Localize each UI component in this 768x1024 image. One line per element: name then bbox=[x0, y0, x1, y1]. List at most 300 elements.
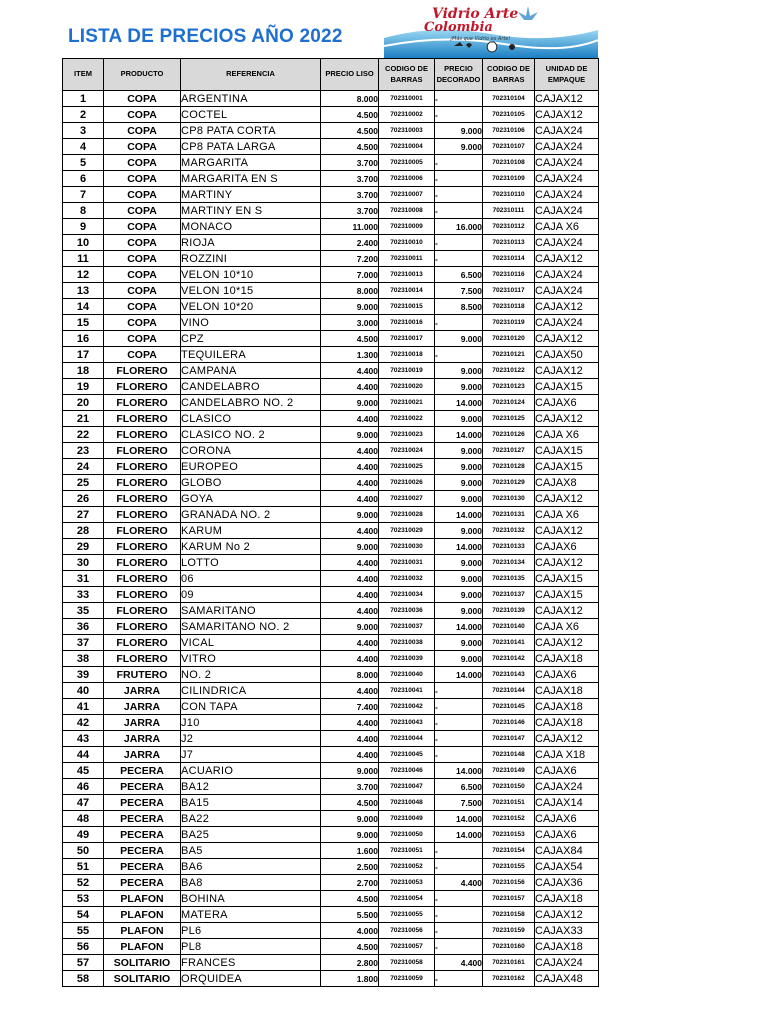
cell-codigo-barras-liso: 702310058 bbox=[379, 955, 435, 971]
cell-precio-liso: 4.000 bbox=[321, 923, 379, 939]
cell-producto: FLORERO bbox=[104, 363, 181, 379]
cell-item: 37 bbox=[63, 635, 104, 651]
cell-producto: PLAFON bbox=[104, 907, 181, 923]
cell-referencia: ARGENTINA bbox=[181, 91, 321, 107]
cell-item: 45 bbox=[63, 763, 104, 779]
cell-codigo-barras-decorado: 702310140 bbox=[483, 619, 535, 635]
cell-producto: FRUTERO bbox=[104, 667, 181, 683]
price-table bbox=[62, 58, 599, 987]
cell-producto: FLORERO bbox=[104, 635, 181, 651]
cell-item: 33 bbox=[63, 587, 104, 603]
cell-referencia: LOTTO bbox=[181, 555, 321, 571]
cell-precio-liso: 9.000 bbox=[321, 539, 379, 555]
cell-codigo-barras-decorado: 702310131 bbox=[483, 507, 535, 523]
cell-precio-liso: 2.700 bbox=[321, 875, 379, 891]
table-row bbox=[63, 219, 599, 235]
cell-referencia: BA6 bbox=[181, 859, 321, 875]
company-logo bbox=[384, 0, 598, 58]
cell-codigo-barras-liso: 702310049 bbox=[379, 811, 435, 827]
cell-precio-liso: 9.000 bbox=[321, 427, 379, 443]
cell-referencia: BA5 bbox=[181, 843, 321, 859]
cell-precio-decorado: 14.000 bbox=[435, 395, 483, 411]
cell-referencia: EUROPEO bbox=[181, 459, 321, 475]
cell-referencia: 06 bbox=[181, 571, 321, 587]
cell-codigo-barras-decorado: 702310137 bbox=[483, 587, 535, 603]
table-row bbox=[63, 171, 599, 187]
cell-referencia: VELON 10*20 bbox=[181, 299, 321, 315]
cell-unidad-empaque: CAJAX12 bbox=[535, 907, 599, 923]
header-codigo-barras-decorado: CODIGO DE BARRAS bbox=[483, 59, 535, 91]
table-row bbox=[63, 747, 599, 763]
cell-producto: COPA bbox=[104, 107, 181, 123]
cell-referencia: BA12 bbox=[181, 779, 321, 795]
cell-codigo-barras-decorado: 702310111 bbox=[483, 203, 535, 219]
cell-precio-liso: 5.500 bbox=[321, 907, 379, 923]
cell-unidad-empaque: CAJAX6 bbox=[535, 763, 599, 779]
table-row bbox=[63, 331, 599, 347]
cell-producto: COPA bbox=[104, 187, 181, 203]
cell-codigo-barras-liso: 702310055 bbox=[379, 907, 435, 923]
cell-item: 36 bbox=[63, 619, 104, 635]
table-row bbox=[63, 203, 599, 219]
cell-precio-liso: 4.400 bbox=[321, 731, 379, 747]
cell-precio-liso: 4.400 bbox=[321, 555, 379, 571]
table-row bbox=[63, 555, 599, 571]
table-row bbox=[63, 971, 599, 987]
cell-precio-liso: 3.700 bbox=[321, 155, 379, 171]
cell-codigo-barras-decorado: 702310130 bbox=[483, 491, 535, 507]
cell-precio-liso: 9.000 bbox=[321, 299, 379, 315]
table-row bbox=[63, 539, 599, 555]
cell-codigo-barras-liso: 702310017 bbox=[379, 331, 435, 347]
cell-precio-liso: 3.700 bbox=[321, 187, 379, 203]
cell-codigo-barras-decorado: 702310150 bbox=[483, 779, 535, 795]
cell-producto: FLORERO bbox=[104, 427, 181, 443]
cell-unidad-empaque: CAJAX6 bbox=[535, 539, 599, 555]
cell-referencia: KARUM No 2 bbox=[181, 539, 321, 555]
cell-codigo-barras-decorado: 702310157 bbox=[483, 891, 535, 907]
cell-referencia: MARGARITA EN S bbox=[181, 171, 321, 187]
cell-precio-decorado: 16.000 bbox=[435, 219, 483, 235]
cell-precio-decorado: 7.500 bbox=[435, 283, 483, 299]
cell-referencia: 09 bbox=[181, 587, 321, 603]
cell-item: 19 bbox=[63, 379, 104, 395]
cell-codigo-barras-liso: 702310057 bbox=[379, 939, 435, 955]
cell-precio-decorado: - bbox=[435, 347, 483, 363]
cell-precio-decorado: - bbox=[435, 171, 483, 187]
cell-referencia: J7 bbox=[181, 747, 321, 763]
cell-item: 48 bbox=[63, 811, 104, 827]
table-row bbox=[63, 443, 599, 459]
cell-producto: COPA bbox=[104, 91, 181, 107]
cell-referencia: CP8 PATA CORTA bbox=[181, 123, 321, 139]
cell-codigo-barras-liso: 702310026 bbox=[379, 475, 435, 491]
cell-referencia: VINO bbox=[181, 315, 321, 331]
cell-precio-decorado: 9.000 bbox=[435, 139, 483, 155]
cell-unidad-empaque: CAJAX15 bbox=[535, 571, 599, 587]
cell-referencia: BOHINA bbox=[181, 891, 321, 907]
cell-item: 17 bbox=[63, 347, 104, 363]
cell-codigo-barras-liso: 702310047 bbox=[379, 779, 435, 795]
cell-codigo-barras-liso: 702310051 bbox=[379, 843, 435, 859]
cell-referencia: KARUM bbox=[181, 523, 321, 539]
page-title: LISTA DE PRECIOS AÑO 2022 bbox=[68, 26, 343, 47]
cell-unidad-empaque: CAJAX12 bbox=[535, 299, 599, 315]
cell-producto: JARRA bbox=[104, 699, 181, 715]
cell-item: 2 bbox=[63, 107, 104, 123]
cell-precio-liso: 9.000 bbox=[321, 507, 379, 523]
cell-referencia: GOYA bbox=[181, 491, 321, 507]
cell-precio-liso: 4.400 bbox=[321, 571, 379, 587]
cell-unidad-empaque: CAJAX24 bbox=[535, 171, 599, 187]
cell-unidad-empaque: CAJAX12 bbox=[535, 731, 599, 747]
cell-codigo-barras-liso: 702310004 bbox=[379, 139, 435, 155]
cell-codigo-barras-decorado: 702310116 bbox=[483, 267, 535, 283]
cell-precio-decorado: 9.000 bbox=[435, 123, 483, 139]
cell-producto: FLORERO bbox=[104, 619, 181, 635]
cell-referencia: BA8 bbox=[181, 875, 321, 891]
cell-codigo-barras-liso: 702310027 bbox=[379, 491, 435, 507]
cell-codigo-barras-decorado: 702310158 bbox=[483, 907, 535, 923]
cell-codigo-barras-liso: 702310054 bbox=[379, 891, 435, 907]
table-row bbox=[63, 763, 599, 779]
cell-referencia: VELON 10*15 bbox=[181, 283, 321, 299]
cell-codigo-barras-decorado: 702310125 bbox=[483, 411, 535, 427]
table-row bbox=[63, 795, 599, 811]
cell-precio-decorado: 9.000 bbox=[435, 555, 483, 571]
cell-referencia: VELON 10*10 bbox=[181, 267, 321, 283]
cell-codigo-barras-liso: 702310038 bbox=[379, 635, 435, 651]
cell-unidad-empaque: CAJAX84 bbox=[535, 843, 599, 859]
cell-codigo-barras-decorado: 702310108 bbox=[483, 155, 535, 171]
cell-precio-decorado: 4.400 bbox=[435, 955, 483, 971]
cell-item: 57 bbox=[63, 955, 104, 971]
cell-codigo-barras-decorado: 702310114 bbox=[483, 251, 535, 267]
cell-codigo-barras-liso: 702310021 bbox=[379, 395, 435, 411]
cell-precio-liso: 3.700 bbox=[321, 171, 379, 187]
cell-item: 4 bbox=[63, 139, 104, 155]
cell-unidad-empaque: CAJAX18 bbox=[535, 939, 599, 955]
cell-referencia: BA25 bbox=[181, 827, 321, 843]
cell-codigo-barras-liso: 702310014 bbox=[379, 283, 435, 299]
cell-producto: PLAFON bbox=[104, 891, 181, 907]
cell-codigo-barras-liso: 702310009 bbox=[379, 219, 435, 235]
cell-unidad-empaque: CAJAX15 bbox=[535, 587, 599, 603]
table-row bbox=[63, 347, 599, 363]
cell-precio-decorado: 14.000 bbox=[435, 811, 483, 827]
cell-precio-liso: 8.000 bbox=[321, 667, 379, 683]
cell-referencia: CPZ bbox=[181, 331, 321, 347]
cell-producto: FLORERO bbox=[104, 475, 181, 491]
cell-referencia: CON TAPA bbox=[181, 699, 321, 715]
cell-referencia: ORQUIDEA bbox=[181, 971, 321, 987]
cell-producto: FLORERO bbox=[104, 555, 181, 571]
cell-referencia: CAMPANA bbox=[181, 363, 321, 379]
cell-unidad-empaque: CAJAX24 bbox=[535, 123, 599, 139]
header-precio-decorado: PRECIO DECORADO bbox=[435, 59, 483, 91]
logo-line2: Colombia bbox=[424, 20, 493, 35]
header-producto: PRODUCTO bbox=[104, 59, 181, 91]
table-row bbox=[63, 123, 599, 139]
cell-producto: FLORERO bbox=[104, 603, 181, 619]
cell-referencia: PL6 bbox=[181, 923, 321, 939]
cell-codigo-barras-liso: 702310037 bbox=[379, 619, 435, 635]
cell-precio-liso: 4.500 bbox=[321, 139, 379, 155]
cell-referencia: VITRO bbox=[181, 651, 321, 667]
cell-precio-liso: 4.400 bbox=[321, 459, 379, 475]
cell-codigo-barras-liso: 702310039 bbox=[379, 651, 435, 667]
cell-item: 56 bbox=[63, 939, 104, 955]
cell-precio-decorado: 6.500 bbox=[435, 779, 483, 795]
cell-item: 25 bbox=[63, 475, 104, 491]
table-row bbox=[63, 587, 599, 603]
cell-unidad-empaque: CAJAX15 bbox=[535, 459, 599, 475]
cell-precio-decorado: 9.000 bbox=[435, 523, 483, 539]
cell-unidad-empaque: CAJAX15 bbox=[535, 443, 599, 459]
cell-precio-liso: 1.800 bbox=[321, 971, 379, 987]
cell-codigo-barras-decorado: 702310151 bbox=[483, 795, 535, 811]
cell-precio-decorado: - bbox=[435, 187, 483, 203]
cell-item: 41 bbox=[63, 699, 104, 715]
cell-precio-decorado: - bbox=[435, 235, 483, 251]
cell-producto: SOLITARIO bbox=[104, 971, 181, 987]
table-row bbox=[63, 459, 599, 475]
cell-producto: FLORERO bbox=[104, 491, 181, 507]
cell-unidad-empaque: CAJA X6 bbox=[535, 507, 599, 523]
cell-item: 12 bbox=[63, 267, 104, 283]
cell-precio-liso: 9.000 bbox=[321, 763, 379, 779]
cell-codigo-barras-liso: 702310042 bbox=[379, 699, 435, 715]
cell-precio-decorado: 14.000 bbox=[435, 507, 483, 523]
cell-producto: FLORERO bbox=[104, 507, 181, 523]
cell-codigo-barras-decorado: 702310134 bbox=[483, 555, 535, 571]
cell-referencia: MATERA bbox=[181, 907, 321, 923]
cell-unidad-empaque: CAJAX24 bbox=[535, 187, 599, 203]
cell-codigo-barras-decorado: 702310153 bbox=[483, 827, 535, 843]
cell-item: 27 bbox=[63, 507, 104, 523]
cell-producto: JARRA bbox=[104, 715, 181, 731]
cell-producto: FLORERO bbox=[104, 587, 181, 603]
cell-item: 55 bbox=[63, 923, 104, 939]
cell-referencia: CORONA bbox=[181, 443, 321, 459]
cell-codigo-barras-decorado: 702310155 bbox=[483, 859, 535, 875]
cell-referencia: TEQUILERA bbox=[181, 347, 321, 363]
cell-item: 26 bbox=[63, 491, 104, 507]
cell-producto: PECERA bbox=[104, 795, 181, 811]
cell-item: 11 bbox=[63, 251, 104, 267]
cell-precio-liso: 8.000 bbox=[321, 283, 379, 299]
cell-codigo-barras-decorado: 702310122 bbox=[483, 363, 535, 379]
cell-codigo-barras-decorado: 702310124 bbox=[483, 395, 535, 411]
table-row bbox=[63, 267, 599, 283]
cell-precio-liso: 4.500 bbox=[321, 123, 379, 139]
cell-unidad-empaque: CAJAX15 bbox=[535, 379, 599, 395]
cell-codigo-barras-decorado: 702310135 bbox=[483, 571, 535, 587]
cell-precio-liso: 4.500 bbox=[321, 891, 379, 907]
cell-precio-decorado: 8.500 bbox=[435, 299, 483, 315]
table-row bbox=[63, 571, 599, 587]
cell-precio-decorado: - bbox=[435, 315, 483, 331]
cell-item: 7 bbox=[63, 187, 104, 203]
table-row bbox=[63, 923, 599, 939]
cell-item: 30 bbox=[63, 555, 104, 571]
header-unidad-empaque: UNIDAD DE EMPAQUE bbox=[535, 59, 599, 91]
cell-precio-liso: 4.400 bbox=[321, 411, 379, 427]
cell-precio-decorado: 9.000 bbox=[435, 411, 483, 427]
cell-unidad-empaque: CAJAX12 bbox=[535, 363, 599, 379]
cell-item: 6 bbox=[63, 171, 104, 187]
cell-referencia: J10 bbox=[181, 715, 321, 731]
cell-unidad-empaque: CAJAX14 bbox=[535, 795, 599, 811]
cell-unidad-empaque: CAJAX12 bbox=[535, 635, 599, 651]
cell-codigo-barras-decorado: 702310144 bbox=[483, 683, 535, 699]
table-row bbox=[63, 715, 599, 731]
cell-unidad-empaque: CAJA X6 bbox=[535, 427, 599, 443]
cell-precio-liso: 4.400 bbox=[321, 603, 379, 619]
logo-slogan: ¡Más que Vidrio es Arte! bbox=[450, 36, 511, 42]
cell-producto: PECERA bbox=[104, 859, 181, 875]
cell-precio-decorado: 7.500 bbox=[435, 795, 483, 811]
cell-codigo-barras-liso: 702310008 bbox=[379, 203, 435, 219]
cell-precio-decorado: 9.000 bbox=[435, 491, 483, 507]
cell-producto: JARRA bbox=[104, 747, 181, 763]
cell-precio-liso: 1.600 bbox=[321, 843, 379, 859]
cell-unidad-empaque: CAJAX12 bbox=[535, 91, 599, 107]
cell-precio-decorado: 9.000 bbox=[435, 459, 483, 475]
table-row bbox=[63, 635, 599, 651]
cell-item: 3 bbox=[63, 123, 104, 139]
cell-precio-liso: 7.200 bbox=[321, 251, 379, 267]
cell-codigo-barras-liso: 702310006 bbox=[379, 171, 435, 187]
cell-precio-liso: 4.500 bbox=[321, 939, 379, 955]
cell-precio-liso: 4.400 bbox=[321, 635, 379, 651]
cell-unidad-empaque: CAJAX18 bbox=[535, 699, 599, 715]
cell-precio-liso: 4.400 bbox=[321, 443, 379, 459]
cell-precio-decorado: 14.000 bbox=[435, 763, 483, 779]
cell-codigo-barras-liso: 702310041 bbox=[379, 683, 435, 699]
cell-codigo-barras-decorado: 702310162 bbox=[483, 971, 535, 987]
cell-producto: COPA bbox=[104, 283, 181, 299]
cell-referencia: CLASICO NO. 2 bbox=[181, 427, 321, 443]
cell-item: 49 bbox=[63, 827, 104, 843]
cell-codigo-barras-liso: 702310001 bbox=[379, 91, 435, 107]
cell-unidad-empaque: CAJAX6 bbox=[535, 811, 599, 827]
cell-precio-decorado: - bbox=[435, 683, 483, 699]
table-row bbox=[63, 363, 599, 379]
cell-unidad-empaque: CAJA X18 bbox=[535, 747, 599, 763]
cell-precio-decorado: - bbox=[435, 715, 483, 731]
table-row bbox=[63, 91, 599, 107]
cell-precio-liso: 4.400 bbox=[321, 491, 379, 507]
cell-producto: FLORERO bbox=[104, 459, 181, 475]
cell-codigo-barras-liso: 702310032 bbox=[379, 571, 435, 587]
cell-codigo-barras-decorado: 702310126 bbox=[483, 427, 535, 443]
table-row bbox=[63, 395, 599, 411]
cell-codigo-barras-decorado: 702310118 bbox=[483, 299, 535, 315]
cell-precio-decorado: 9.000 bbox=[435, 475, 483, 491]
cell-item: 10 bbox=[63, 235, 104, 251]
cell-item: 23 bbox=[63, 443, 104, 459]
cell-precio-decorado: - bbox=[435, 747, 483, 763]
cell-codigo-barras-liso: 702310011 bbox=[379, 251, 435, 267]
cell-producto: COPA bbox=[104, 267, 181, 283]
cell-precio-decorado: 9.000 bbox=[435, 635, 483, 651]
cell-codigo-barras-liso: 702310056 bbox=[379, 923, 435, 939]
cell-codigo-barras-liso: 702310045 bbox=[379, 747, 435, 763]
cell-item: 51 bbox=[63, 859, 104, 875]
cell-codigo-barras-decorado: 702310149 bbox=[483, 763, 535, 779]
cell-codigo-barras-decorado: 702310146 bbox=[483, 715, 535, 731]
cell-precio-liso: 7.400 bbox=[321, 699, 379, 715]
cell-codigo-barras-liso: 702310059 bbox=[379, 971, 435, 987]
cell-codigo-barras-liso: 702310015 bbox=[379, 299, 435, 315]
table-row bbox=[63, 939, 599, 955]
cell-precio-decorado: 14.000 bbox=[435, 619, 483, 635]
cell-unidad-empaque: CAJA X6 bbox=[535, 219, 599, 235]
cell-precio-liso: 3.700 bbox=[321, 203, 379, 219]
cell-precio-decorado: 9.000 bbox=[435, 651, 483, 667]
cell-codigo-barras-liso: 702310053 bbox=[379, 875, 435, 891]
cell-codigo-barras-liso: 702310018 bbox=[379, 347, 435, 363]
table-row bbox=[63, 667, 599, 683]
cell-codigo-barras-liso: 702310013 bbox=[379, 267, 435, 283]
cell-codigo-barras-decorado: 702310142 bbox=[483, 651, 535, 667]
cell-precio-liso: 4.500 bbox=[321, 331, 379, 347]
cell-codigo-barras-decorado: 702310160 bbox=[483, 939, 535, 955]
cell-unidad-empaque: CAJAX8 bbox=[535, 475, 599, 491]
table-row bbox=[63, 859, 599, 875]
cell-referencia: CP8 PATA LARGA bbox=[181, 139, 321, 155]
cell-precio-decorado: 4.400 bbox=[435, 875, 483, 891]
cell-precio-decorado: 6.500 bbox=[435, 267, 483, 283]
cell-producto: FLORERO bbox=[104, 571, 181, 587]
cell-producto: PLAFON bbox=[104, 923, 181, 939]
cell-precio-decorado: 9.000 bbox=[435, 379, 483, 395]
cell-item: 24 bbox=[63, 459, 104, 475]
cell-precio-liso: 4.400 bbox=[321, 747, 379, 763]
cell-item: 50 bbox=[63, 843, 104, 859]
cell-item: 5 bbox=[63, 155, 104, 171]
cell-codigo-barras-decorado: 702310127 bbox=[483, 443, 535, 459]
table-row bbox=[63, 827, 599, 843]
cell-unidad-empaque: CAJAX24 bbox=[535, 955, 599, 971]
cell-codigo-barras-liso: 702310024 bbox=[379, 443, 435, 459]
cell-item: 40 bbox=[63, 683, 104, 699]
cell-precio-liso: 4.400 bbox=[321, 651, 379, 667]
cell-codigo-barras-decorado: 702310119 bbox=[483, 315, 535, 331]
cell-referencia: CLASICO bbox=[181, 411, 321, 427]
cell-producto: COPA bbox=[104, 347, 181, 363]
table-row bbox=[63, 523, 599, 539]
cell-codigo-barras-decorado: 702310156 bbox=[483, 875, 535, 891]
table-row bbox=[63, 411, 599, 427]
cell-unidad-empaque: CAJAX24 bbox=[535, 235, 599, 251]
cell-precio-liso: 3.000 bbox=[321, 315, 379, 331]
cell-item: 42 bbox=[63, 715, 104, 731]
cell-precio-decorado: - bbox=[435, 107, 483, 123]
cell-codigo-barras-liso: 702310020 bbox=[379, 379, 435, 395]
cell-item: 53 bbox=[63, 891, 104, 907]
cell-unidad-empaque: CAJAX48 bbox=[535, 971, 599, 987]
cell-referencia: GLOBO bbox=[181, 475, 321, 491]
cell-referencia: J2 bbox=[181, 731, 321, 747]
cell-unidad-empaque: CAJAX12 bbox=[535, 523, 599, 539]
table-row bbox=[63, 811, 599, 827]
cell-codigo-barras-liso: 702310029 bbox=[379, 523, 435, 539]
cell-codigo-barras-decorado: 702310154 bbox=[483, 843, 535, 859]
cell-referencia: MARGARITA bbox=[181, 155, 321, 171]
cell-item: 31 bbox=[63, 571, 104, 587]
